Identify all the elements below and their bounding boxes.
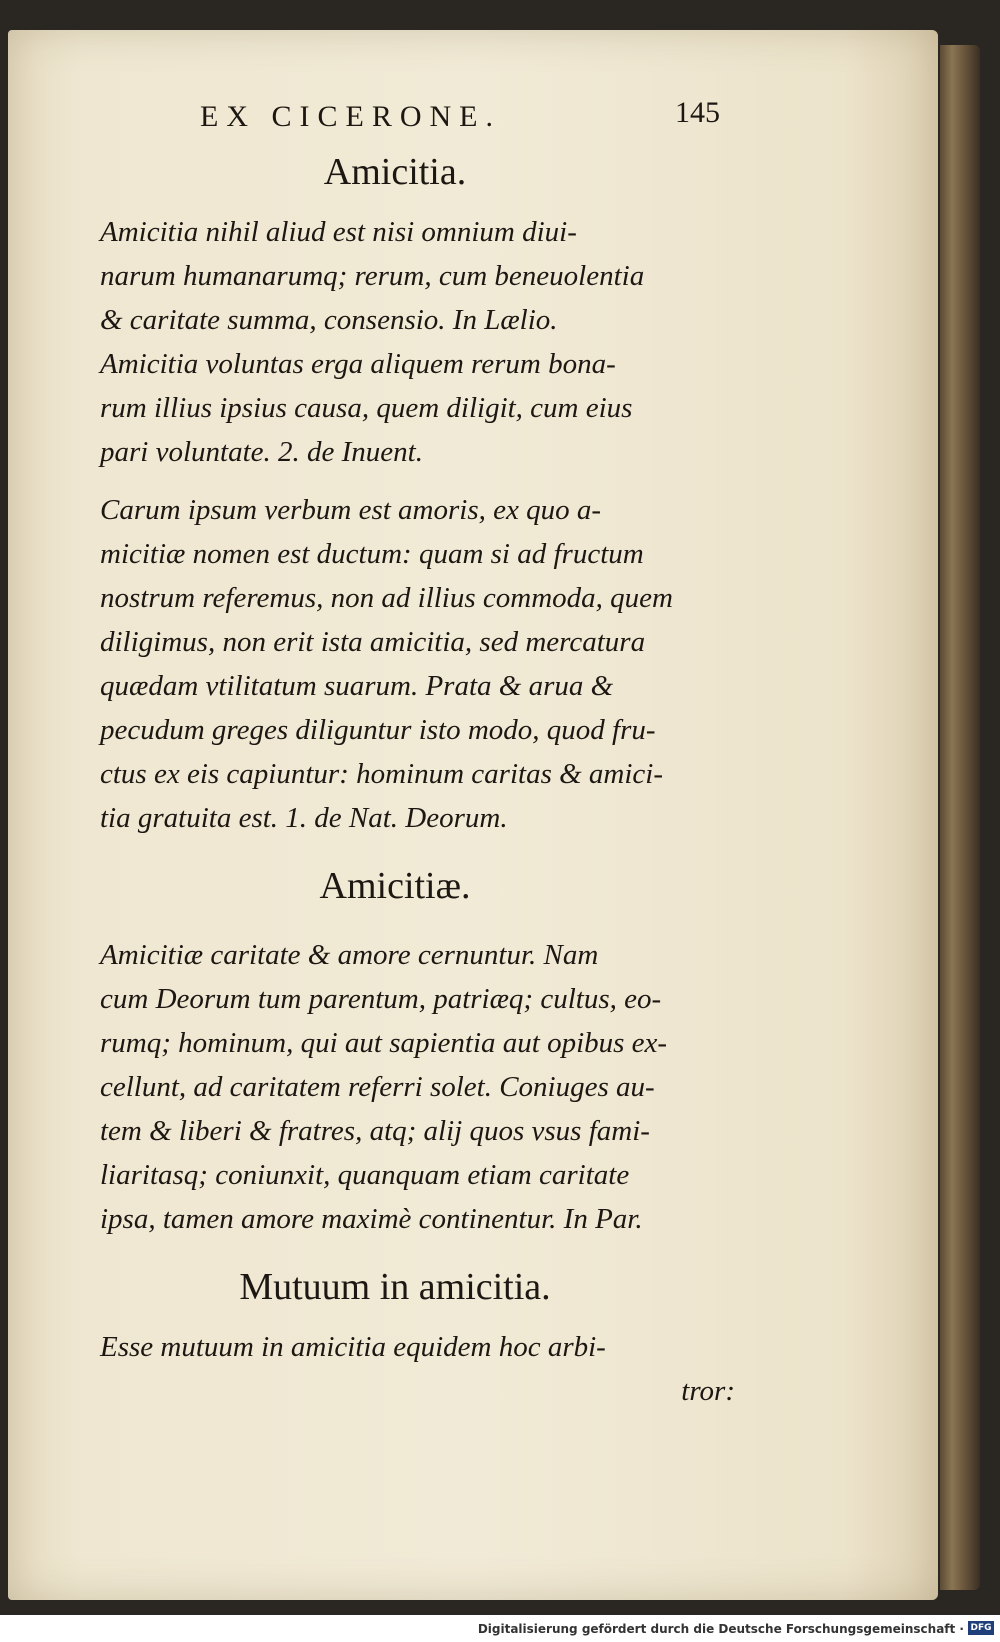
page-edge xyxy=(940,45,980,1590)
section-heading: Amicitia. xyxy=(323,151,467,193)
running-head xyxy=(55,90,735,150)
paragraph: Esse mutuum in amicitia equidem hoc arbi- xyxy=(100,1330,606,1363)
paragraph: Amicitia nihil aliud est nisi omnium diui- narum humanarumq; rerum, cum beneuolentia & caritate summa, consensio. In Lælio. xyxy=(100,215,645,336)
section-heading: Amicitiæ. xyxy=(319,864,471,907)
section-heading: Mutuum in amicitia. xyxy=(239,1266,551,1309)
running-title: EX CICERONE. xyxy=(200,100,501,133)
footer-bar xyxy=(0,1615,1000,1642)
catchword: tror: xyxy=(681,1374,735,1407)
footer-credit: Digitalisierung gefördert durch die Deutsche Forschungsgemeinschaft · xyxy=(477,1622,964,1636)
paragraph: Carum ipsum verbum est amoris, ex quo a- micitiæ nomen est ductum: quam si ad fructum nostrum referemus, non ad illius commoda, quem diligimus, non erit ista amicitia, sed mercatura quædam vtilitatum suarum. Prata & arua & pecudum greges diliguntur isto modo, quod fru- ctus ex eis capiuntur: hominum caritas & amici- tia gratuita est. 1. de Nat. Deorum. xyxy=(100,493,673,834)
dfg-logo: DFG xyxy=(968,1621,994,1635)
paragraph: Amicitiæ caritate & amore cernuntur. Nam cum Deorum tum parentum, patriæq; cultus, eo- rumq; hominum, qui aut sapientia aut opibus ex- cellunt, ad caritatem referri solet. Coniuges au- tem & liberi & fratres, atq; alij quos vsus fami- liaritasq; coniunxit, quanquam etiam caritate ipsa, tamen amore maximè continentur. In Par. xyxy=(100,939,668,1236)
page-content xyxy=(55,90,735,1413)
paragraph: Amicitia voluntas erga aliquem rerum bona- rum illius ipsius causa, quem diligit, cum eius pari voluntate. 2. de Inuent. xyxy=(100,347,633,468)
page-number: 145 xyxy=(675,96,720,129)
